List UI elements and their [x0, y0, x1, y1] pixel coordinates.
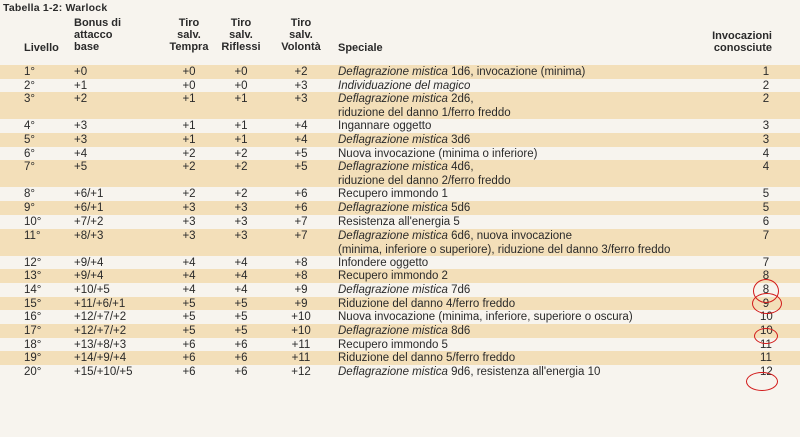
- cell-tempra: +3: [182, 202, 196, 215]
- cell-speciale: [338, 202, 718, 215]
- speciale-italic: Deflagrazione mistica: [338, 134, 448, 147]
- cell-speciale: [338, 161, 718, 188]
- header-bonus: [74, 17, 121, 53]
- cell-invocazioni: 3: [762, 134, 770, 147]
- speciale-text: Recupero immondo 5: [338, 338, 448, 351]
- cell-livello: 4°: [24, 120, 35, 133]
- speciale-text: Recupero immondo 2: [338, 270, 448, 283]
- header-riflessi-line2: salv.: [229, 29, 253, 41]
- header-tempra: [160, 17, 218, 53]
- cell-speciale: [338, 257, 718, 270]
- cell-riflessi: +4: [234, 283, 248, 296]
- cell-volonta: +11: [291, 352, 311, 365]
- cell-bonus: +2: [74, 93, 88, 106]
- speciale-text: Nuova invocazione (minima, inferiore, superiore o oscura): [338, 311, 633, 324]
- speciale-text: 7d6: [447, 283, 471, 296]
- speciale-text: Riduzione del danno 5/ferro freddo: [338, 352, 516, 365]
- cell-speciale: [338, 148, 718, 161]
- speciale-italic: Deflagrazione mistica: [338, 202, 448, 215]
- cell-tempra: +4: [182, 283, 196, 296]
- cell-volonta: +7: [294, 215, 308, 228]
- cell-tempra: +2: [182, 188, 196, 201]
- cell-tempra: +3: [182, 229, 196, 242]
- cell-bonus: +6/+1: [74, 202, 104, 215]
- table-row: [0, 201, 800, 215]
- cell-speciale: [338, 216, 718, 229]
- cell-livello: 11°: [24, 229, 41, 242]
- cell-riflessi: +2: [234, 147, 248, 160]
- cell-volonta: +6: [294, 202, 308, 215]
- table-row: [0, 215, 800, 229]
- table-row: [0, 187, 800, 201]
- speciale-italic: Deflagrazione mistica: [338, 66, 448, 78]
- table-body: [0, 65, 800, 379]
- cell-bonus: +11/+6/+1: [74, 297, 126, 310]
- cell-volonta: +10: [291, 324, 311, 337]
- cell-bonus: +0: [74, 66, 88, 78]
- cell-speciale: [338, 311, 718, 324]
- cell-tempra: +0: [182, 79, 196, 92]
- cell-volonta: +8: [294, 270, 308, 283]
- cell-invocazioni: 1: [762, 66, 770, 78]
- cell-riflessi: +5: [234, 324, 248, 337]
- cell-livello: 2°: [24, 79, 35, 92]
- speciale-text: Recupero immondo 1: [338, 188, 448, 201]
- cell-livello: 10°: [24, 215, 42, 228]
- cell-bonus: +12/+7/+2: [74, 311, 127, 324]
- cell-speciale: [338, 66, 718, 79]
- cell-invocazioni: 2: [762, 93, 770, 106]
- cell-riflessi: +0: [234, 79, 248, 92]
- cell-invocazioni: 10: [760, 311, 773, 324]
- header-bonus-line1: Bonus di: [74, 17, 122, 29]
- header-tempra-line2: salv.: [177, 29, 201, 41]
- table-row: [0, 256, 800, 270]
- cell-invocazioni: 4: [762, 161, 770, 174]
- table-row: [0, 365, 800, 379]
- cell-riflessi: +6: [234, 338, 248, 351]
- cell-invocazioni: 8: [762, 283, 770, 296]
- cell-volonta: +9: [294, 297, 308, 310]
- cell-volonta: +4: [294, 134, 308, 147]
- table-row: [0, 338, 800, 352]
- cell-invocazioni: 5: [762, 202, 770, 215]
- cell-tempra: +1: [182, 134, 196, 147]
- speciale-italic: Deflagrazione mistica: [338, 93, 448, 106]
- cell-bonus: +14/+9/+4: [74, 352, 127, 365]
- header-riflessi-line1: Tiro: [230, 17, 252, 29]
- header-volonta: [272, 17, 330, 53]
- cell-volonta: +7: [294, 229, 308, 242]
- header-livello-text: Livello: [24, 42, 59, 54]
- cell-volonta: +11: [291, 338, 311, 351]
- header-volonta-line1: Tiro: [290, 17, 312, 29]
- table-row: [0, 160, 800, 187]
- speciale-text: 9d6, resistenza all'energia 10: [447, 366, 601, 378]
- table-row: [0, 269, 800, 283]
- cell-livello: 18°: [24, 338, 42, 351]
- cell-tempra: +4: [182, 270, 196, 283]
- table-row: [0, 310, 800, 324]
- cell-tempra: +2: [182, 161, 196, 174]
- speciale-text: 4d6,: [447, 161, 474, 174]
- cell-volonta: +6: [294, 188, 308, 201]
- header-volonta-line3: Volontà: [281, 41, 321, 53]
- cell-bonus: +3: [74, 120, 88, 133]
- cell-speciale: [338, 134, 718, 147]
- cell-bonus: +12/+7/+2: [74, 324, 127, 337]
- cell-bonus: +3: [74, 134, 88, 147]
- cell-riflessi: +6: [234, 352, 248, 365]
- cell-invocazioni: 7: [762, 256, 770, 269]
- header-bonus-line3: base: [74, 41, 100, 53]
- cell-speciale: [338, 352, 718, 365]
- cell-invocazioni: 7: [762, 229, 770, 242]
- header-speciale-text: Speciale: [338, 42, 383, 54]
- cell-bonus: +8/+3: [74, 229, 104, 242]
- cell-livello: 9°: [24, 202, 35, 215]
- cell-invocazioni: 11: [760, 352, 772, 365]
- speciale-line2: riduzione del danno 1/ferro freddo: [338, 107, 511, 120]
- cell-volonta: +9: [294, 283, 308, 296]
- speciale-text: Riduzione del danno 4/ferro freddo: [338, 297, 516, 310]
- cell-invocazioni: 9: [762, 297, 770, 310]
- cell-livello: 8°: [24, 188, 35, 201]
- cell-speciale: [338, 229, 718, 256]
- cell-riflessi: +2: [234, 188, 248, 201]
- cell-livello: 6°: [24, 147, 35, 160]
- header-invocazioni-line1: Invocazioni: [712, 30, 772, 42]
- cell-tempra: +1: [182, 120, 196, 133]
- cell-tempra: +5: [182, 311, 196, 324]
- cell-speciale: [338, 120, 718, 133]
- table-row: [0, 229, 800, 256]
- cell-tempra: +5: [182, 324, 196, 337]
- table-row: [0, 65, 800, 79]
- table-row: [0, 79, 800, 93]
- header-riflessi-line3: Riflessi: [221, 41, 261, 53]
- cell-livello: 20°: [24, 366, 42, 378]
- cell-bonus: +9/+4: [74, 270, 104, 283]
- cell-riflessi: +3: [234, 229, 248, 242]
- cell-riflessi: +1: [234, 120, 248, 133]
- speciale-italic: Deflagrazione mistica: [338, 283, 448, 296]
- cell-volonta: +4: [294, 120, 308, 133]
- cell-tempra: +6: [182, 366, 196, 378]
- cell-bonus: +5: [74, 161, 88, 174]
- speciale-italic: Individuazione del magico: [338, 79, 471, 92]
- speciale-text: Infondere oggetto: [338, 256, 429, 269]
- cell-livello: 16°: [24, 311, 42, 324]
- cell-bonus: +1: [74, 79, 88, 92]
- cell-riflessi: +1: [234, 134, 248, 147]
- cell-invocazioni: 12: [760, 366, 773, 378]
- header-invocazioni-line2: conosciute: [713, 42, 772, 54]
- cell-invocazioni: 4: [762, 147, 770, 160]
- cell-riflessi: +4: [234, 256, 248, 269]
- cell-invocazioni: 5: [762, 188, 770, 201]
- header-invocazioni: [690, 30, 772, 54]
- table-row: [0, 92, 800, 119]
- speciale-text: Nuova invocazione (minima o inferiore): [338, 147, 538, 160]
- table-title: Tabella 1-2: Warlock: [3, 2, 108, 14]
- speciale-line2: riduzione del danno 2/ferro freddo: [338, 175, 511, 188]
- cell-livello: 13°: [24, 270, 42, 283]
- header-tempra-line1: Tiro: [178, 17, 200, 29]
- speciale-text: 8d6: [447, 324, 471, 337]
- speciale-italic: Deflagrazione mistica: [338, 366, 448, 378]
- cell-volonta: +5: [294, 161, 308, 174]
- cell-bonus: +15/+10/+5: [74, 366, 133, 378]
- speciale-text: 3d6: [447, 134, 471, 147]
- header-riflessi: [218, 17, 264, 53]
- cell-speciale: [338, 80, 718, 93]
- cell-riflessi: +3: [234, 215, 248, 228]
- cell-riflessi: +6: [234, 366, 248, 378]
- table-row: [0, 133, 800, 147]
- cell-speciale: [338, 284, 718, 297]
- cell-livello: 1°: [24, 66, 35, 78]
- header-volonta-line2: salv.: [289, 29, 313, 41]
- cell-invocazioni: 6: [762, 215, 770, 228]
- speciale-line2: (minima, inferiore o superiore), riduzione del danno 3/ferro freddo: [338, 243, 671, 256]
- cell-tempra: +0: [182, 66, 196, 78]
- cell-volonta: +8: [294, 256, 308, 269]
- table-row: [0, 351, 800, 365]
- cell-invocazioni: 3: [762, 120, 770, 133]
- cell-speciale: [338, 298, 718, 311]
- cell-riflessi: +4: [234, 270, 248, 283]
- cell-livello: 14°: [24, 283, 42, 296]
- cell-livello: 17°: [24, 324, 42, 337]
- header-speciale: [338, 42, 383, 54]
- cell-riflessi: +0: [234, 66, 248, 78]
- cell-volonta: +2: [294, 66, 308, 78]
- speciale-text: Ingannare oggetto: [338, 120, 432, 133]
- cell-volonta: +12: [291, 366, 311, 378]
- cell-tempra: +3: [182, 215, 196, 228]
- cell-tempra: +1: [182, 93, 196, 106]
- cell-volonta: +5: [294, 147, 308, 160]
- table-row: [0, 119, 800, 133]
- cell-invocazioni: 8: [762, 270, 770, 283]
- cell-invocazioni: 2: [762, 79, 770, 92]
- cell-invocazioni: 10: [760, 324, 773, 337]
- speciale-text: Resistenza all'energia 5: [338, 215, 460, 228]
- cell-volonta: +3: [294, 79, 308, 92]
- cell-riflessi: +5: [234, 297, 248, 310]
- cell-bonus: +10/+5: [74, 283, 110, 296]
- cell-livello: 19°: [24, 352, 42, 365]
- header-tempra-line3: Tempra: [169, 41, 209, 53]
- cell-tempra: +4: [182, 256, 196, 269]
- cell-bonus: +7/+2: [74, 215, 104, 228]
- table-row: [0, 324, 800, 338]
- cell-livello: 15°: [24, 297, 42, 310]
- cell-speciale: [338, 270, 718, 283]
- speciale-text: 2d6,: [447, 93, 474, 106]
- speciale-text: 6d6, nuova invocazione: [447, 229, 572, 242]
- cell-speciale: [338, 93, 718, 120]
- cell-volonta: +10: [291, 311, 311, 324]
- cell-speciale: [338, 188, 718, 201]
- speciale-italic: Deflagrazione mistica: [338, 324, 448, 337]
- table-row: [0, 283, 800, 297]
- table-row: [0, 297, 800, 311]
- cell-bonus: +13/+8/+3: [74, 338, 127, 351]
- cell-tempra: +6: [182, 352, 196, 365]
- header-bonus-line2: attacco: [74, 29, 113, 41]
- cell-livello: 5°: [24, 134, 35, 147]
- cell-riflessi: +5: [234, 311, 248, 324]
- cell-invocazioni: 11: [760, 338, 772, 351]
- cell-livello: 7°: [24, 161, 35, 174]
- cell-speciale: [338, 325, 718, 338]
- speciale-text: 1d6, invocazione (minima): [447, 66, 586, 78]
- cell-riflessi: +1: [234, 93, 248, 106]
- header-livello: [24, 42, 59, 54]
- cell-livello: 12°: [24, 256, 42, 269]
- cell-riflessi: +3: [234, 202, 248, 215]
- speciale-italic: Deflagrazione mistica: [338, 229, 448, 242]
- cell-bonus: +4: [74, 147, 88, 160]
- cell-tempra: +6: [182, 338, 196, 351]
- cell-speciale: [338, 366, 718, 379]
- cell-tempra: +2: [182, 147, 196, 160]
- cell-bonus: +6/+1: [74, 188, 104, 201]
- cell-riflessi: +2: [234, 161, 248, 174]
- speciale-text: 5d6: [447, 202, 471, 215]
- cell-livello: 3°: [24, 93, 35, 106]
- table-row: [0, 147, 800, 161]
- speciale-italic: Deflagrazione mistica: [338, 161, 448, 174]
- cell-volonta: +3: [294, 93, 308, 106]
- cell-speciale: [338, 339, 718, 352]
- cell-tempra: +5: [182, 297, 196, 310]
- cell-bonus: +9/+4: [74, 256, 104, 269]
